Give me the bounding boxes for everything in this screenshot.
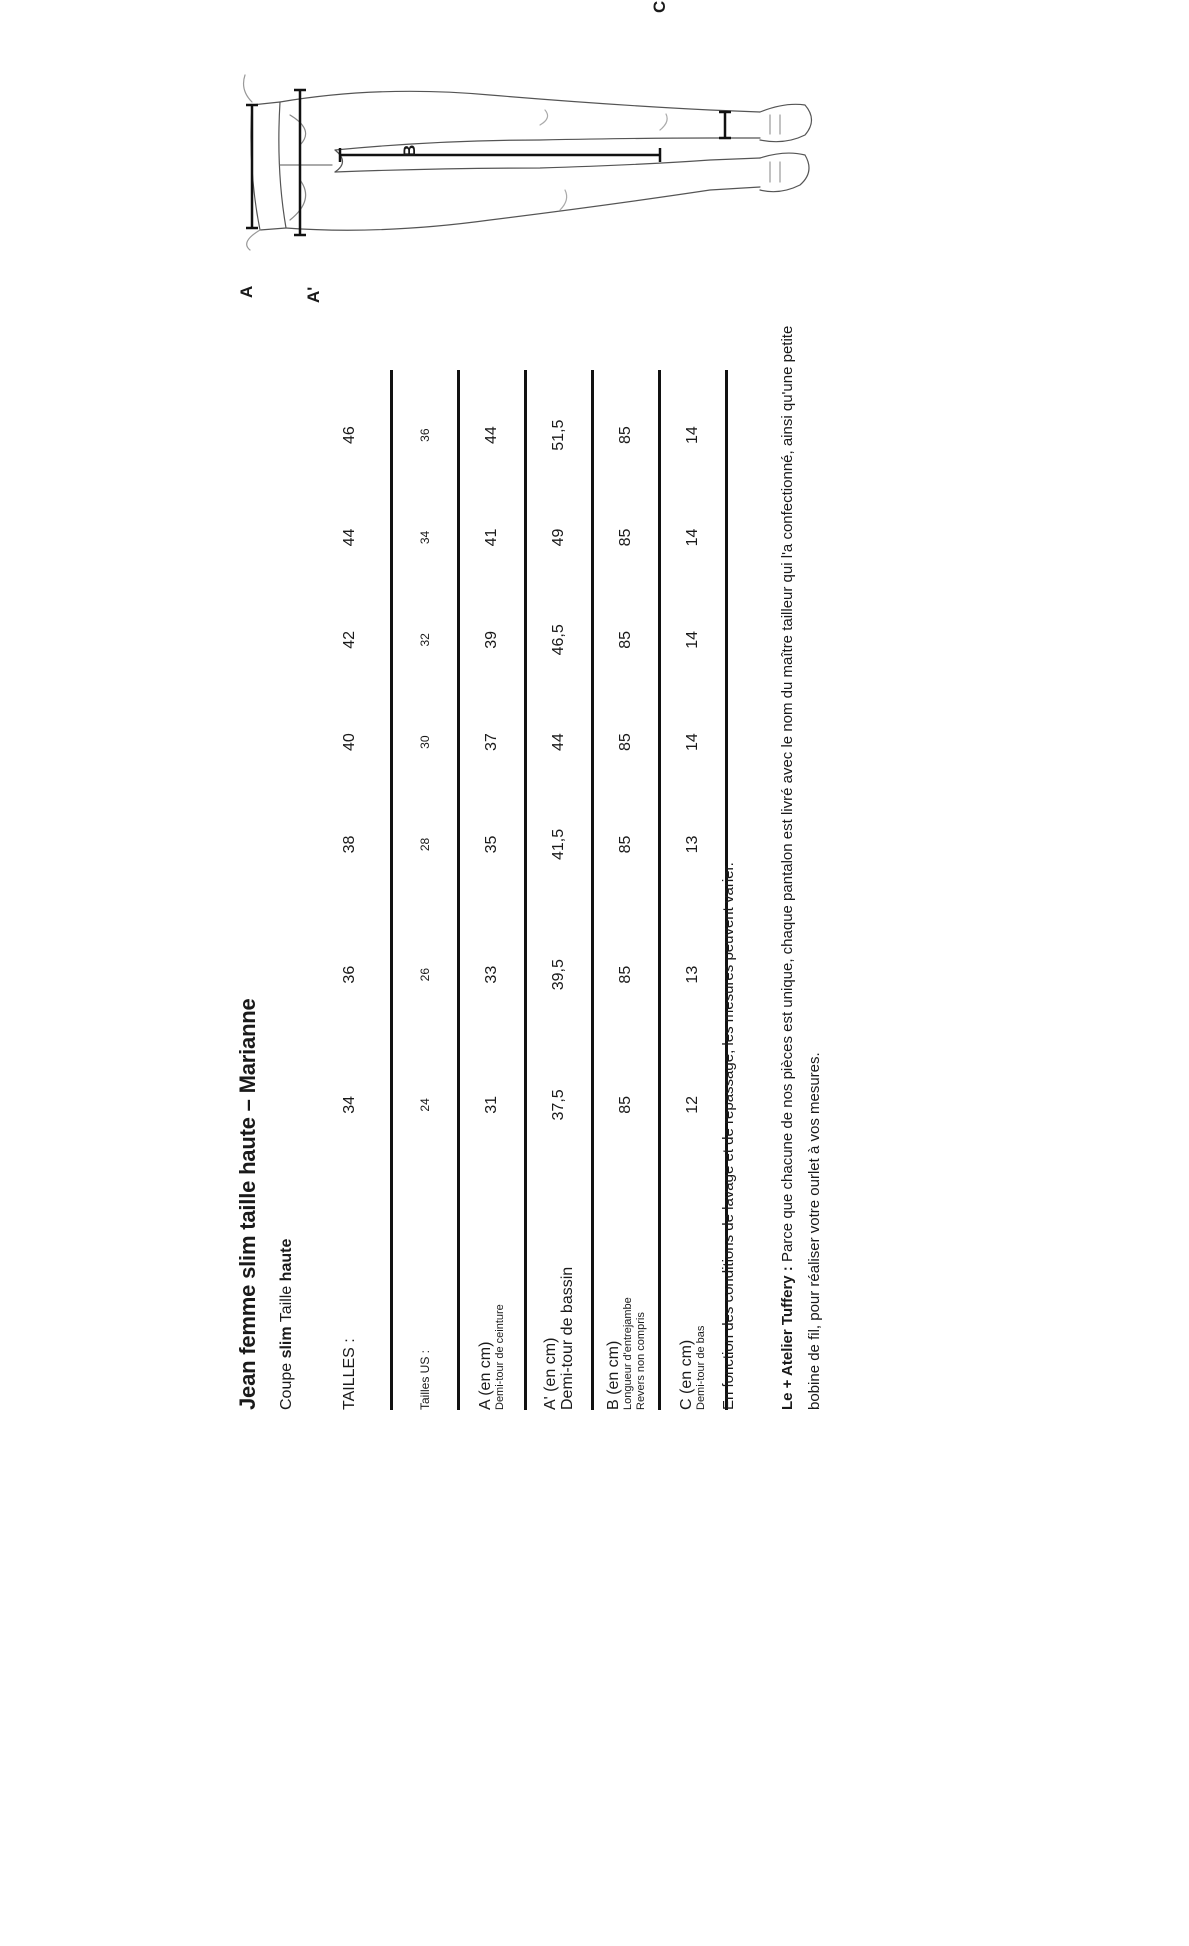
subtitle-middle: Taille [278,1281,295,1327]
marker-a: A [237,285,256,298]
us-size-cell: 36 [392,370,459,500]
subtitle-prefix: Coupe [278,1358,295,1410]
us-size-cell: 32 [392,575,459,705]
measure-cell: 85 [593,910,660,1040]
measure-title: A (en cm) [477,1341,494,1410]
measure-subtitle-extra: Revers non compris [634,1312,647,1410]
measure-cell: 14 [660,575,727,705]
us-size-cell: 24 [392,1040,459,1170]
measure-cell: 13 [660,779,727,909]
atelier-text: Parce que chacune de nos pièces est unique, chaque pantalon est livré avec le nom du maître tailleur qui l'a confectionné, ainsi qu'une petite bobine de fil, pour réaliser votre ourlet à vos mesures. [779,325,823,1410]
size-cell: 42 [341,630,358,649]
measure-cell: 49 [526,500,593,574]
measure-cell: 44 [526,705,593,779]
measure-cell: 12 [660,1040,727,1170]
marker-b: B [400,144,419,157]
measure-subtitle: Demi-tour de bassin [559,1266,576,1410]
measure-cell: 14 [660,500,727,574]
jeans-illustration [240,10,820,290]
subtitle-cut: slim [278,1326,295,1359]
measure-cell: 46,5 [526,575,593,705]
measure-subtitle: Longueur d'entrejambe [621,1297,634,1410]
measure-label-c [660,1170,727,1410]
subtitle [278,1239,296,1410]
us-size-cell: 28 [392,779,459,909]
size-cell: 36 [341,965,358,984]
measure-cell: 85 [593,575,660,705]
measure-label-a-prime [526,1170,593,1410]
atelier-note [774,310,828,1410]
marker-a-prime: A' [304,286,323,303]
measure-row-b [593,370,660,1410]
sizes-label: TAILLES : [341,1338,358,1410]
measure-row-a-prime [526,370,593,1410]
us-size-cell: 34 [392,500,459,574]
size-cell: 34 [341,1096,358,1114]
measure-cell: 14 [660,370,727,500]
measure-cell: 35 [459,779,526,909]
measure-subtitle: Demi-tour de bas [695,1325,707,1410]
page-title: Jean femme slim taille haute – Marianne [235,998,260,1410]
size-cell: 38 [341,835,358,854]
measure-cell: 41 [459,500,526,574]
measure-label-b [593,1170,660,1410]
size-cell: 46 [341,426,358,445]
sizes-row [310,370,392,1410]
size-table [310,370,728,1410]
measure-title: A' (en cm) [542,1337,559,1410]
measure-cell: 51,5 [526,370,593,500]
measure-cell: 41,5 [526,779,593,909]
measure-row-c [660,370,727,1410]
measure-cell: 44 [459,370,526,500]
measure-subtitle: Demi-tour de ceinture [494,1304,506,1410]
size-cell: 40 [341,733,358,752]
measure-cell: 85 [593,1040,660,1170]
measure-cell: 85 [593,779,660,909]
marker-c: C [650,0,669,13]
us-sizes-label: Tailles US : [392,1170,459,1410]
subtitle-rise: haute [278,1238,295,1282]
us-size-cell: 26 [392,910,459,1040]
measure-title: B (en cm) [604,1340,622,1410]
us-size-cell: 30 [392,705,459,779]
measure-cell: 31 [459,1040,526,1170]
us-sizes-row [392,370,459,1410]
measure-row-a [459,370,526,1410]
measure-cell: 13 [660,910,727,1040]
care-note: En fonction des conditions de lavage et de repassage, les mesures peuvent varier. [720,862,737,1410]
measure-title: C (en cm) [678,1339,695,1410]
size-cell: 44 [341,528,358,547]
measure-cell: 39,5 [526,910,593,1040]
measure-cell: 39 [459,575,526,705]
measure-cell: 85 [593,500,660,574]
measure-cell: 14 [660,705,727,779]
measure-label-a [459,1170,526,1410]
atelier-label: Le + Atelier Tuffery : [779,1266,796,1410]
measure-cell: 37 [459,705,526,779]
measure-cell: 37,5 [526,1040,593,1170]
measure-cell: 85 [593,370,660,500]
measure-cell: 85 [593,705,660,779]
measure-cell: 33 [459,910,526,1040]
